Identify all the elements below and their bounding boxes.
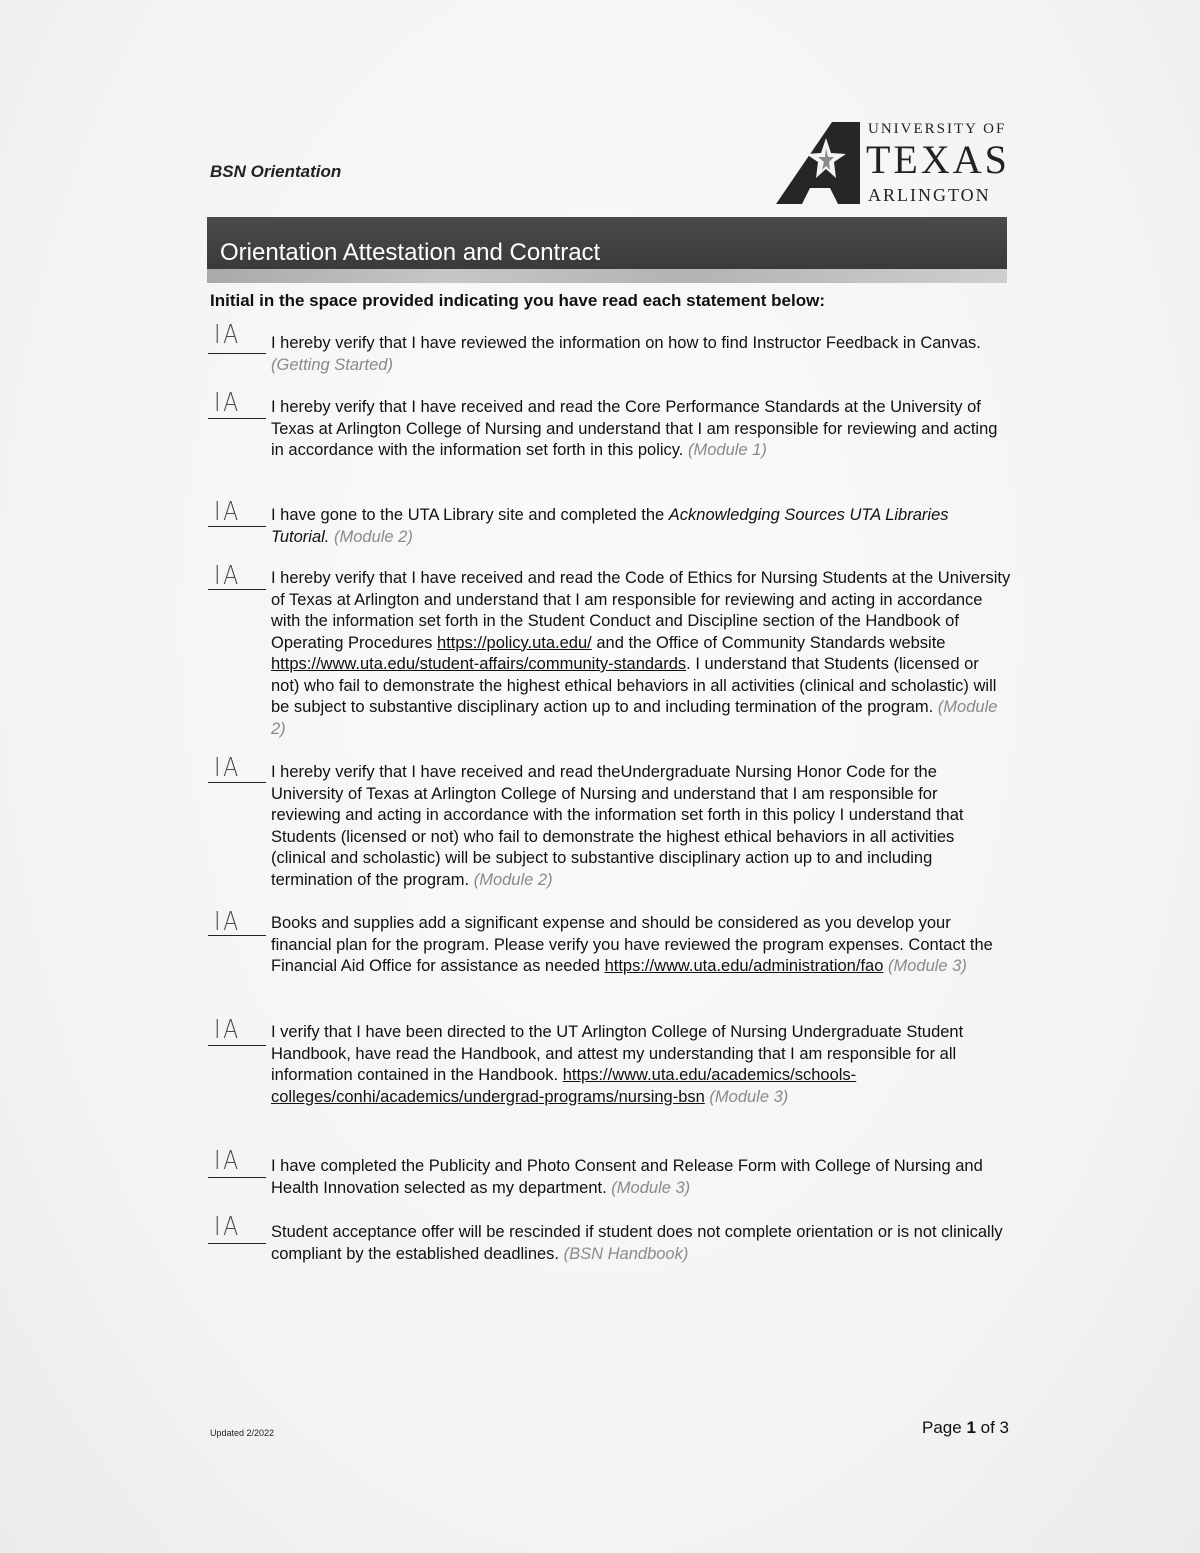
student-handbook-link[interactable]: https://www.uta.edu/academics/schools-colleges/conhi/academics/undergrad-programs/nursing-bsn bbox=[271, 1066, 857, 1106]
initial-line[interactable] bbox=[208, 782, 266, 783]
statement-body: I hereby verify that I have received and read the Code of Ethics for Nursing Students at the University of Texas at Arlington and understand that I am responsible for reviewing and acting in accordance with the information set forth in the Student Conduct and Discipline section of the Handbook of Operating Procedures bbox=[271, 569, 1011, 652]
statement-text bbox=[271, 1022, 1011, 1108]
title-banner-strip bbox=[207, 269, 1007, 283]
initials-handwritten: IA bbox=[214, 1146, 241, 1176]
initials-handwritten: IA bbox=[214, 320, 241, 350]
initial-line[interactable] bbox=[208, 1243, 266, 1244]
statement-body: I have completed the Publicity and Photo Consent and Release Form with College of Nursing and Health Innovation selected as my department. bbox=[271, 1157, 983, 1197]
statement-body: Books and supplies add a significant expense and should be considered as you develop your financial plan for the program. Please verify you have reviewed the program expenses. Contact the Financial Aid Office for assistance as needed bbox=[271, 914, 993, 975]
initials-handwritten: IA bbox=[214, 753, 241, 783]
initials-handwritten: IA bbox=[214, 497, 241, 527]
statement-text bbox=[271, 1222, 1011, 1265]
financial-aid-link[interactable]: https://www.uta.edu/administration/fao bbox=[604, 957, 884, 975]
tutorial-name: Acknowledging Sources UTA Libraries Tutorial. bbox=[271, 506, 949, 546]
statement-text bbox=[271, 762, 1011, 891]
statement-source: (Module 3) bbox=[887, 957, 967, 975]
statement-body: I verify that I have been directed to the UT Arlington College of Nursing Undergraduate Student Handbook, have read the Handbook, and attest my understanding that I am responsible for all information contained in the Handbook. bbox=[271, 1023, 964, 1084]
statement-body: I hereby verify that I have received and read the Core Performance Standards at the University of Texas at Arlington College of Nursing and understand that I am responsible for reviewing and acting in accordance with the information set forth in this policy. bbox=[271, 398, 998, 459]
statement-source: (Module 1) bbox=[688, 441, 767, 459]
statement-text bbox=[271, 568, 1011, 740]
instruction-text: Initial in the space provided indicating you have read each statement below: bbox=[210, 291, 825, 310]
updated-date: Updated 2/2022 bbox=[210, 1428, 275, 1438]
initial-line[interactable] bbox=[208, 353, 266, 354]
statement-text bbox=[271, 913, 1011, 978]
initial-line[interactable] bbox=[208, 589, 266, 590]
page-title: Orientation Attestation and Contract bbox=[220, 239, 601, 266]
statement-text bbox=[271, 397, 1011, 462]
initials-handwritten: IA bbox=[214, 907, 241, 937]
initial-line[interactable] bbox=[208, 1177, 266, 1178]
initial-line[interactable] bbox=[208, 1045, 266, 1046]
statement-body: I have gone to the UTA Library site and completed the bbox=[271, 506, 665, 524]
statement-text bbox=[271, 333, 1011, 376]
logo-line-arlington: ARLINGTON bbox=[868, 185, 991, 205]
program-label: BSN Orientation bbox=[210, 162, 342, 181]
initials-handwritten: IA bbox=[214, 1015, 241, 1045]
statement-body: Student acceptance offer will be rescinded if student does not complete orientation or is not clinically compliant by the established deadlines. bbox=[271, 1223, 1003, 1263]
initial-line[interactable] bbox=[208, 935, 266, 936]
logo-line-texas: TEXAS bbox=[866, 137, 1010, 182]
logo-line-university: UNIVERSITY OF bbox=[868, 121, 1007, 137]
page-prefix: Page bbox=[922, 1418, 962, 1437]
community-standards-link[interactable]: https://www.uta.edu/student-affairs/community-standards bbox=[271, 655, 687, 673]
statement-source: (Module 3) bbox=[611, 1178, 691, 1197]
statement-source: (Module 2) bbox=[333, 527, 413, 546]
statement-source: (BSN Handbook) bbox=[563, 1244, 689, 1263]
statement-source: (Getting Started) bbox=[271, 355, 393, 374]
statement-source: (Module 2) bbox=[473, 870, 553, 889]
initial-line[interactable] bbox=[208, 526, 266, 527]
page-current: 1 bbox=[966, 1418, 976, 1437]
initials-handwritten: IA bbox=[214, 1212, 241, 1242]
statement-body-end: . I understand that Students (licensed or not) who fail to demonstrate the highest ethical behaviors in all activities (clinical and scholastic) will be subject to substantive disciplinary action up to and including termination of the program. bbox=[271, 655, 997, 716]
page-number bbox=[922, 1418, 1009, 1438]
statement-body: I hereby verify that I have received and read theUndergraduate Nursing Honor Code for the University of Texas at Arlington College of Nursing and understand that I am responsible for reviewing and acting in accordance with the information set forth in this policy I understand that Students (licensed or not) who fail to demonstrate the highest ethical behaviors in all activities (clinical and scholastic) will be subject to substantive disciplinary action up to and including termination of the program. bbox=[271, 763, 964, 889]
statement-source: (Module 3) bbox=[709, 1087, 789, 1106]
statement-source: (Module 2) bbox=[271, 698, 998, 738]
page-total: of 3 bbox=[980, 1418, 1009, 1437]
statement-body-cont: and the Office of Community Standards website bbox=[596, 633, 946, 652]
initial-line[interactable] bbox=[208, 418, 266, 419]
statement-text bbox=[271, 1156, 1011, 1199]
initials-handwritten: IA bbox=[214, 388, 241, 418]
policy-link[interactable]: https://policy.uta.edu/ bbox=[437, 633, 592, 652]
statement-body: I hereby verify that I have reviewed the information on how to find Instructor Feedback in Canvas. bbox=[271, 334, 981, 352]
statement-text bbox=[271, 505, 1011, 548]
initials-handwritten: IA bbox=[214, 561, 241, 591]
